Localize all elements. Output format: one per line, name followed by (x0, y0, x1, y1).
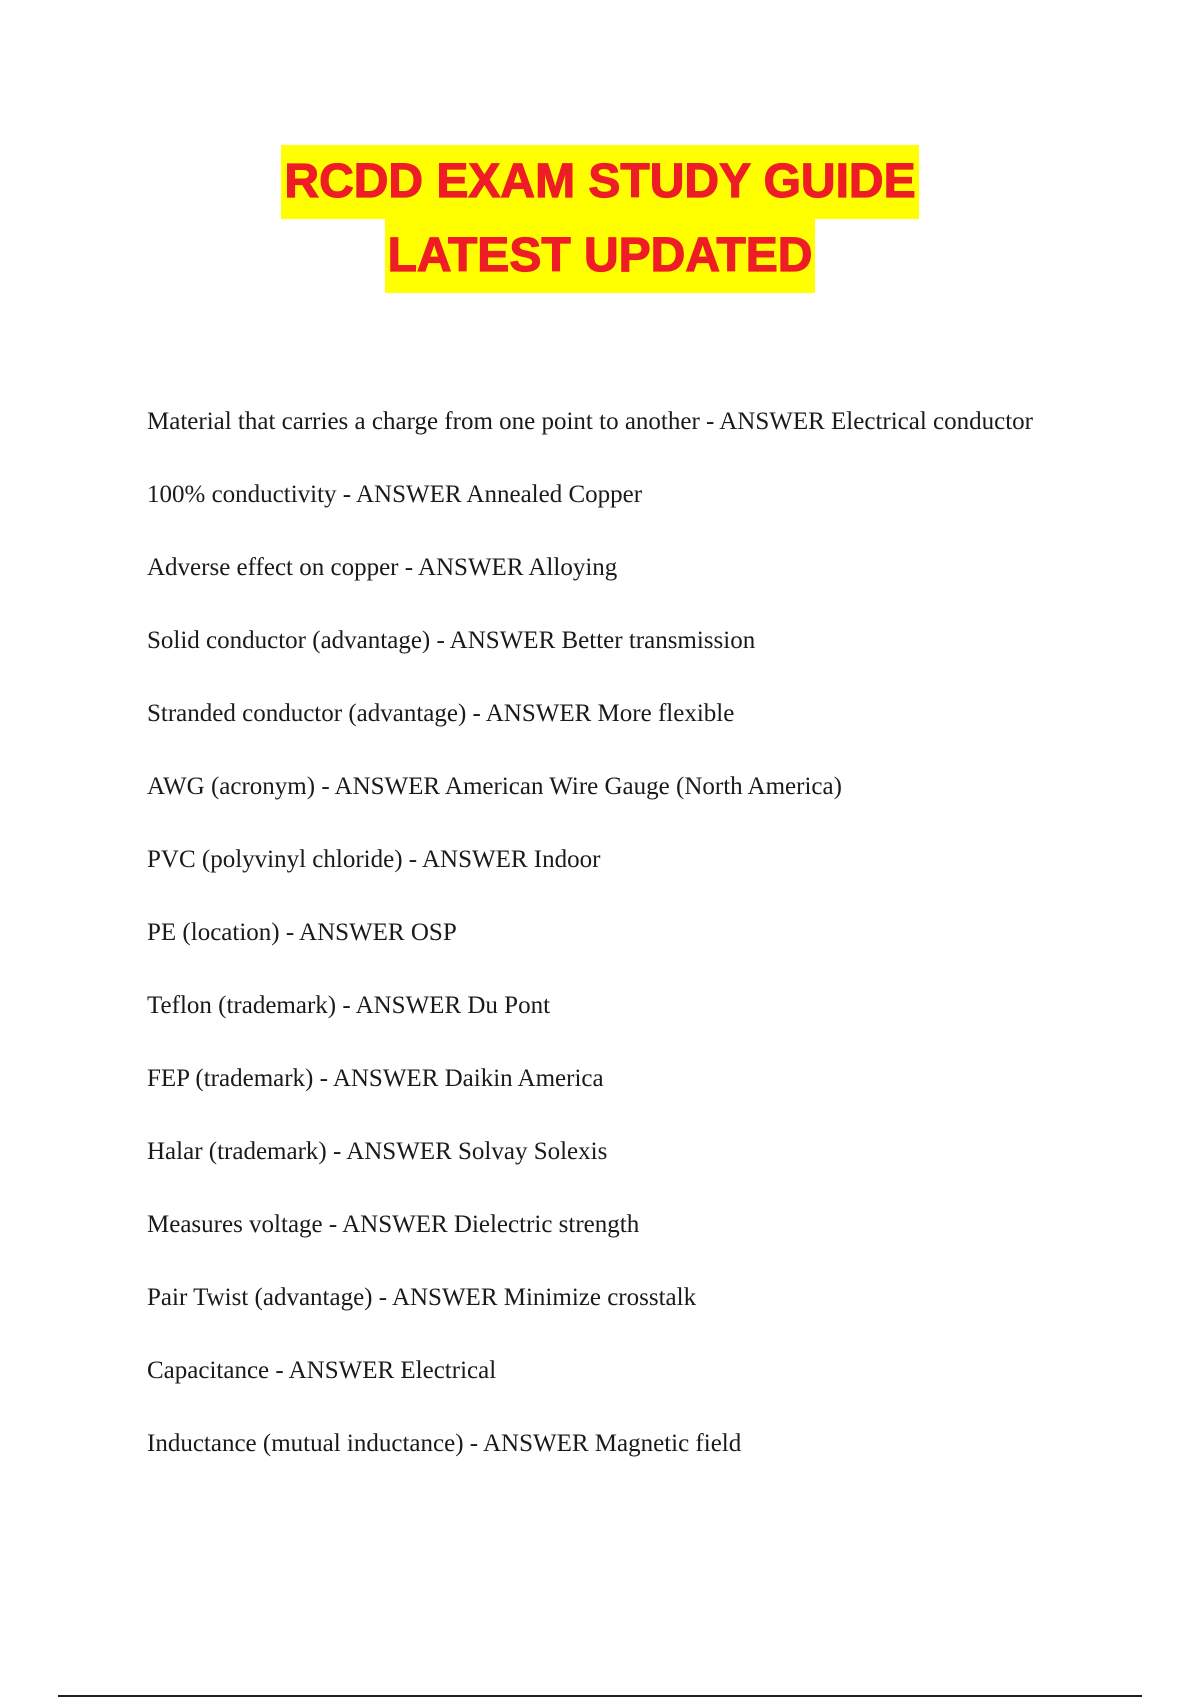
qa-item: PE (location) - ANSWER OSP (147, 919, 457, 946)
qa-item: Pair Twist (advantage) - ANSWER Minimize crosstalk (147, 1284, 697, 1311)
qa-item: Halar (trademark) - ANSWER Solvay Solexis (147, 1138, 608, 1165)
qa-item: Adverse effect on copper - ANSWER Alloying (147, 554, 618, 581)
qa-item: Teflon (trademark) - ANSWER Du Pont (147, 992, 551, 1019)
qa-item: 100% conductivity - ANSWER Annealed Copper (147, 481, 643, 508)
qa-item: FEP (trademark) - ANSWER Daikin America (147, 1065, 604, 1092)
qa-item: Stranded conductor (advantage) - ANSWER More flexible (147, 700, 735, 727)
qa-item: Inductance (mutual inductance) - ANSWER Magnetic field (147, 1430, 742, 1457)
qa-item: AWG (acronym) - ANSWER American Wire Gauge (North America) (147, 773, 842, 800)
qa-list (147, 404, 1067, 1462)
bottom-divider (58, 1695, 1142, 1697)
qa-item: Solid conductor (advantage) - ANSWER Better transmission (147, 627, 756, 654)
title-line-2: LATEST UPDATED (385, 219, 816, 293)
title-block (0, 145, 1200, 293)
qa-item: Material that carries a charge from one point to another - ANSWER Electrical conductor (147, 408, 1034, 435)
qa-item: PVC (polyvinyl chloride) - ANSWER Indoor (147, 846, 601, 873)
qa-item: Measures voltage - ANSWER Dielectric strength (147, 1211, 640, 1238)
title-line-1: RCDD EXAM STUDY GUIDE (281, 145, 918, 219)
qa-item: Capacitance - ANSWER Electrical (147, 1357, 497, 1384)
